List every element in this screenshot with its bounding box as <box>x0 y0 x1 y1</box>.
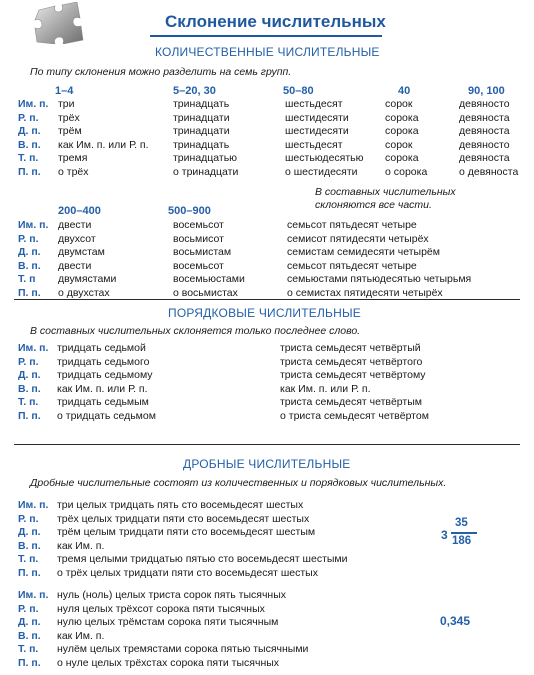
group-header-40: 40 <box>398 85 411 97</box>
form-cell: восьмисот <box>173 232 224 245</box>
form-cell: трём целым тридцати пяти сто восемьдесят шестым <box>57 526 316 539</box>
case-label: Им. п. <box>18 219 49 231</box>
form-cell: шестидесяти <box>285 111 349 124</box>
form-cell: тринадцать <box>173 138 230 151</box>
form-cell: тремя <box>58 152 88 165</box>
form-cell: нуля целых трёхсот сорока пяти тысячных <box>57 602 265 615</box>
compound-note-line1: В составных числительных <box>315 186 456 198</box>
fraction-denominator: 186 <box>452 535 472 547</box>
form-cell: как Им. п. или Р. п. <box>280 382 371 395</box>
form-cell: семьсот пятьдесят четыре <box>287 259 417 272</box>
group-header-1-4: 1–4 <box>55 85 74 97</box>
form-cell: шестьдесят <box>285 138 343 151</box>
group-header-50-80: 50–80 <box>283 85 314 97</box>
case-label: Р. п. <box>18 602 39 615</box>
case-label: Т. п. <box>18 553 39 566</box>
case-label: Им. п. <box>18 499 49 511</box>
case-label: Им. п. <box>18 342 49 354</box>
form-cell: девяносто <box>459 138 510 151</box>
form-cell: семьсот пятьдесят четыре <box>287 219 417 231</box>
form-cell: двумстам <box>58 246 105 259</box>
case-label: Д. п. <box>18 526 41 539</box>
ordinal-right-forms <box>280 342 429 424</box>
quantitative-intro: По типу склонения можно разделить на семь групп. <box>30 66 292 78</box>
compound-forms <box>287 219 471 301</box>
puzzle-icon <box>33 2 85 44</box>
case-label: Т. п. <box>18 396 39 409</box>
quantitative-heading: КОЛИЧЕСТВЕННЫЕ ЧИСЛИТЕЛЬНЫЕ <box>155 45 380 59</box>
form-cell: тринадцатью <box>173 152 238 165</box>
form-cell: шестидесяти <box>285 125 349 138</box>
form-cell: восемьсот <box>173 259 224 272</box>
ordinal-left-forms <box>57 342 156 424</box>
form-cell: девяноста <box>459 125 510 138</box>
form-cell: семисот пятидесяти четырёх <box>287 232 429 245</box>
case-label: П. п. <box>18 286 41 299</box>
form-cell: тридцать седьмым <box>57 396 149 409</box>
case-label: Р. п. <box>18 512 39 525</box>
case-column-quantitative-2 <box>18 219 48 301</box>
form-cell: восемьсот <box>173 219 224 231</box>
form-cell: трёх целых тридцати пяти сто восемьдесят шестых <box>57 512 310 525</box>
form-cell: шестьдесят <box>285 98 343 110</box>
case-label: Р. п. <box>18 355 39 368</box>
form-cell: тринадцати <box>173 125 230 138</box>
case-label: Р. п. <box>18 232 39 245</box>
form-cell: о трёх <box>58 165 89 178</box>
form-cell: девяноста <box>459 111 510 124</box>
form-cell: нулём целых тремястами сорока пятью тысячными <box>57 643 309 656</box>
page-title: Склонение числительных <box>165 12 386 31</box>
form-cell: двухсот <box>58 232 96 245</box>
divider-ordinal <box>14 299 520 300</box>
form-cell: тридцать седьмой <box>57 342 146 354</box>
form-cell: двумястами <box>58 273 117 286</box>
fractional-intro: Дробные числительные состоят из количественных и порядковых числительных. <box>30 477 447 489</box>
title-underline <box>150 35 382 37</box>
form-cell: тридцать седьмого <box>57 355 150 368</box>
group-forms-5-20 <box>173 98 238 180</box>
case-column-fraction-2 <box>18 589 48 671</box>
form-cell: о нуле целых трёхстах сорока пяти тысячных <box>57 656 280 669</box>
form-cell: сорока <box>385 125 419 138</box>
fractional-heading: ДРОБНЫЕ ЧИСЛИТЕЛЬНЫЕ <box>183 457 351 471</box>
group-forms-200-400 <box>58 219 116 301</box>
group-forms-500-900 <box>173 219 245 301</box>
form-cell: двести <box>58 259 92 272</box>
form-cell: о восьмистах <box>173 286 238 299</box>
group-header-200-400: 200–400 <box>58 205 101 217</box>
case-label: Им. п. <box>18 98 49 110</box>
case-label: П. п. <box>18 566 41 579</box>
case-label: В. п. <box>18 382 41 395</box>
form-cell: шестьюдесятью <box>285 152 364 165</box>
case-label: П. п. <box>18 409 41 422</box>
form-cell: трёх <box>58 111 80 124</box>
case-label: Р. п. <box>18 111 39 124</box>
form-cell: нуль (ноль) целых триста сорок пять тысячных <box>57 589 287 601</box>
case-label: В. п. <box>18 629 41 642</box>
group-forms-40 <box>385 98 427 180</box>
form-cell: о трёх целых тридцати пяти сто восемьдесят шестых <box>57 566 318 579</box>
form-cell: о девяноста <box>459 165 519 178</box>
decimal-number: 0,345 <box>440 614 471 628</box>
ordinal-intro: В составных числительных склоняется только последнее слово. <box>30 325 361 337</box>
form-cell: три целых тридцать пять сто восемьдесят шестых <box>57 499 304 511</box>
group-forms-50-80 <box>285 98 364 180</box>
case-column-fraction-1 <box>18 499 48 581</box>
case-label: Т. п. <box>18 152 39 165</box>
case-label: В. п. <box>18 539 41 552</box>
form-cell: триста семьдесят четвёртого <box>280 355 423 368</box>
case-label: Д. п. <box>18 616 41 629</box>
form-cell: сорок <box>385 98 413 110</box>
form-cell: о тринадцати <box>173 165 239 178</box>
form-cell: о семистах пятидесяти четырёх <box>287 286 443 299</box>
form-cell: сорок <box>385 138 413 151</box>
form-cell: о сорока <box>385 165 428 178</box>
form-cell: о триста семьдесят четвёртом <box>280 409 429 422</box>
ordinal-heading: ПОРЯДКОВЫЕ ЧИСЛИТЕЛЬНЫЕ <box>168 306 362 320</box>
form-cell: девяносто <box>459 98 510 110</box>
form-cell: нулю целых трёмстам сорока пяти тысячным <box>57 616 279 629</box>
form-cell: тридцать седьмому <box>57 369 153 382</box>
form-cell: о тридцать седьмом <box>57 409 156 422</box>
compound-note-line2: склоняются все части. <box>315 199 432 211</box>
fraction-2-forms <box>57 589 308 671</box>
fraction-bar <box>451 532 477 534</box>
case-label: П. п. <box>18 165 41 178</box>
case-column-quantitative <box>18 98 48 180</box>
form-cell: о двухстах <box>58 286 110 299</box>
form-cell: триста семьдесят четвёртым <box>280 396 422 409</box>
case-label: Д. п. <box>18 125 41 138</box>
case-label: Д. п. <box>18 246 41 259</box>
form-cell: триста семьдесят четвёртый <box>280 342 421 354</box>
form-cell: семьюстами пятьюдесятью четырьмя <box>287 273 472 286</box>
form-cell: двести <box>58 219 92 231</box>
case-column-ordinal <box>18 342 48 424</box>
form-cell: как Им. п. или Р. п. <box>57 382 148 395</box>
case-label: В. п. <box>18 138 41 151</box>
form-cell: о шестидесяти <box>285 165 358 178</box>
case-label: Д. п. <box>18 369 41 382</box>
form-cell: восемьюстами <box>173 273 245 286</box>
form-cell: триста семьдесят четвёртому <box>280 369 426 382</box>
case-label: Т. п. <box>18 643 39 656</box>
case-label: В. п. <box>18 259 41 272</box>
form-cell: трём <box>58 125 82 138</box>
form-cell: тринадцати <box>173 111 230 124</box>
form-cell: тринадцать <box>173 98 230 110</box>
form-cell: как Им. п. <box>57 539 105 552</box>
group-forms-90-100 <box>459 98 518 180</box>
form-cell: восьмистам <box>173 246 232 259</box>
group-forms-1-4 <box>58 98 149 180</box>
form-cell: тремя целыми тридцатью пятью сто восемьдесят шестыми <box>57 553 348 566</box>
group-header-90-100: 90, 100 <box>468 85 505 97</box>
fraction-whole: 3 <box>441 528 448 542</box>
form-cell: девяноста <box>459 152 510 165</box>
form-cell: сорока <box>385 152 419 165</box>
form-cell: сорока <box>385 111 419 124</box>
case-label: Им. п. <box>18 589 49 601</box>
group-header-5-20: 5–20, 30 <box>173 85 216 97</box>
fraction-1-forms <box>57 499 348 581</box>
form-cell: семистам семидесяти четырём <box>287 246 440 259</box>
group-header-500-900: 500–900 <box>168 205 211 217</box>
case-label: П. п. <box>18 656 41 669</box>
form-cell: как Им. п. <box>57 629 105 642</box>
case-label: Т. п <box>18 273 36 286</box>
fraction-numerator: 35 <box>455 517 468 529</box>
divider-fractional <box>14 444 520 445</box>
form-cell: как Им. п. или Р. п. <box>58 138 149 151</box>
form-cell: три <box>58 98 75 110</box>
